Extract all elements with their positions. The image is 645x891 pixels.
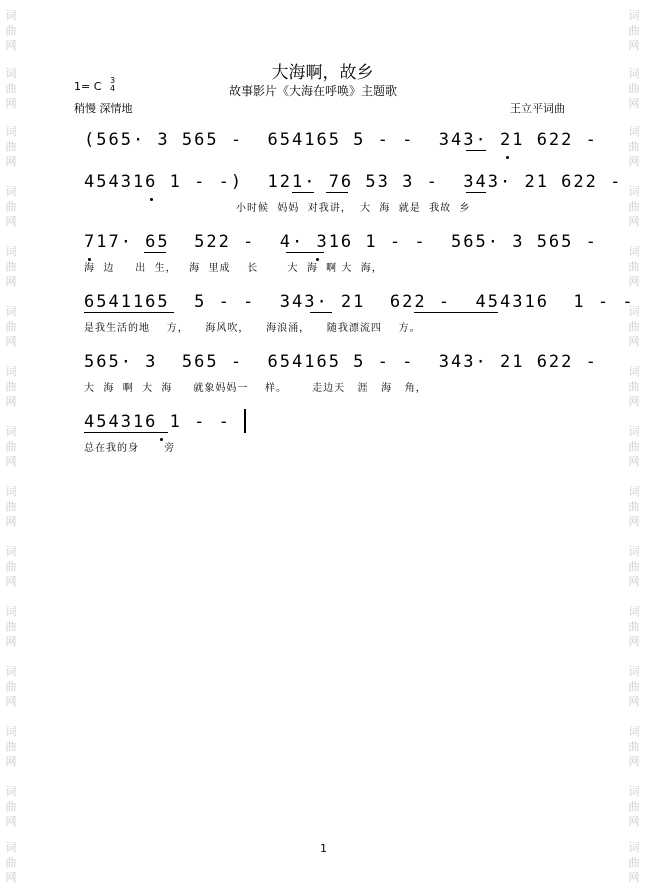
lyric-line-5: 大 海 啊 大 海 就象妈妈一 样。 走边天 涯 海 角， [84, 383, 427, 394]
watermark-mark: 词 曲 网 [5, 365, 17, 408]
watermark-left [0, 0, 22, 891]
watermark-mark: 词 曲 网 [628, 185, 640, 228]
key-signature: 1= C [74, 80, 102, 93]
low-octave-dot [506, 156, 509, 159]
low-octave-dot [316, 258, 319, 261]
page-number: 1 [320, 842, 327, 855]
beam-underline [286, 252, 324, 253]
watermark-mark: 词 曲 网 [5, 9, 17, 52]
beam-underline [466, 192, 486, 193]
watermark-mark: 词 曲 网 [628, 725, 640, 768]
watermark-mark: 词 曲 网 [628, 545, 640, 588]
watermark-mark: 词 曲 网 [628, 245, 640, 288]
beam-underline [144, 252, 166, 253]
watermark-mark: 词 曲 网 [628, 67, 640, 110]
time-signature [110, 77, 115, 93]
watermark-mark: 词 曲 网 [5, 665, 17, 708]
time-signature-top: 3 [110, 76, 116, 85]
watermark-mark: 词 曲 网 [628, 665, 640, 708]
lyric-line-3: 海 边 出 生， 海 里成 长 大 海 啊 大 海， [84, 263, 383, 274]
watermark-mark: 词 曲 网 [628, 605, 640, 648]
low-octave-dot [88, 258, 91, 261]
watermark-mark: 词 曲 网 [628, 785, 640, 828]
watermark-mark: 词 曲 网 [628, 125, 640, 168]
watermark-mark: 词 曲 网 [5, 67, 17, 110]
watermark-mark: 词 曲 网 [5, 725, 17, 768]
watermark-mark: 词 曲 网 [628, 9, 640, 52]
watermark-mark: 词 曲 网 [5, 545, 17, 588]
final-barline [244, 409, 246, 433]
watermark-mark: 词 曲 网 [628, 425, 640, 468]
score-line-3: 717· 65 522 - 4· 316 1 - - 565· 3 565 - [84, 232, 598, 252]
watermark-mark: 词 曲 网 [5, 425, 17, 468]
watermark-mark: 词 曲 网 [628, 305, 640, 348]
watermark-right [623, 0, 645, 891]
watermark-mark: 词 曲 网 [5, 305, 17, 348]
beam-underline [84, 432, 168, 433]
beam-underline [326, 192, 348, 193]
watermark-mark: 词 曲 网 [5, 605, 17, 648]
song-title: 大海啊，故乡 [271, 63, 374, 83]
low-octave-dot [150, 198, 153, 201]
watermark-mark: 词 曲 网 [628, 365, 640, 408]
score-line-1: (565· 3 565 - 654165 5 - - 343· 21 622 - [84, 130, 598, 150]
low-octave-dot [160, 438, 163, 441]
watermark-mark: 词 曲 网 [628, 485, 640, 528]
credits: 王立平词曲 [510, 102, 565, 115]
time-signature-bottom: 4 [110, 84, 116, 93]
lyric-line-4: 是我生活的地 方， 海风吹， 海浪涌， 随我漂流四 方。 [84, 323, 421, 334]
beam-underline [310, 312, 332, 313]
beam-underline [84, 312, 174, 313]
score-line-4: 6541165 5 - - 343· 21 622 - 454316 1 - - [84, 292, 635, 312]
tempo-marking: 稍慢 深情地 [74, 102, 133, 115]
lyric-line-2: 小时候 妈妈 对我讲， 大 海 就是 我故 乡 [236, 203, 471, 214]
watermark-mark: 词 曲 网 [5, 485, 17, 528]
watermark-mark: 词 曲 网 [5, 185, 17, 228]
beam-underline [414, 312, 498, 313]
beam-underline [292, 192, 314, 193]
score-line-5: 565· 3 565 - 654165 5 - - 343· 21 622 - [84, 352, 598, 372]
watermark-mark: 词 曲 网 [5, 125, 17, 168]
lyric-line-6: 总在我的身 旁 [84, 443, 176, 454]
score-line-2: 454316 1 - -) 121· 76 53 3 - 343· 21 622 - [84, 172, 623, 192]
song-subtitle: 故事影片《大海在呼唤》主题歌 [229, 84, 398, 98]
beam-underline [466, 150, 486, 151]
watermark-mark: 词 曲 网 [5, 245, 17, 288]
watermark-mark: 词 曲 网 [628, 841, 640, 884]
watermark-mark: 词 曲 网 [5, 841, 17, 884]
watermark-mark: 词 曲 网 [5, 785, 17, 828]
score-line-6: 454316 1 - - [84, 412, 231, 432]
